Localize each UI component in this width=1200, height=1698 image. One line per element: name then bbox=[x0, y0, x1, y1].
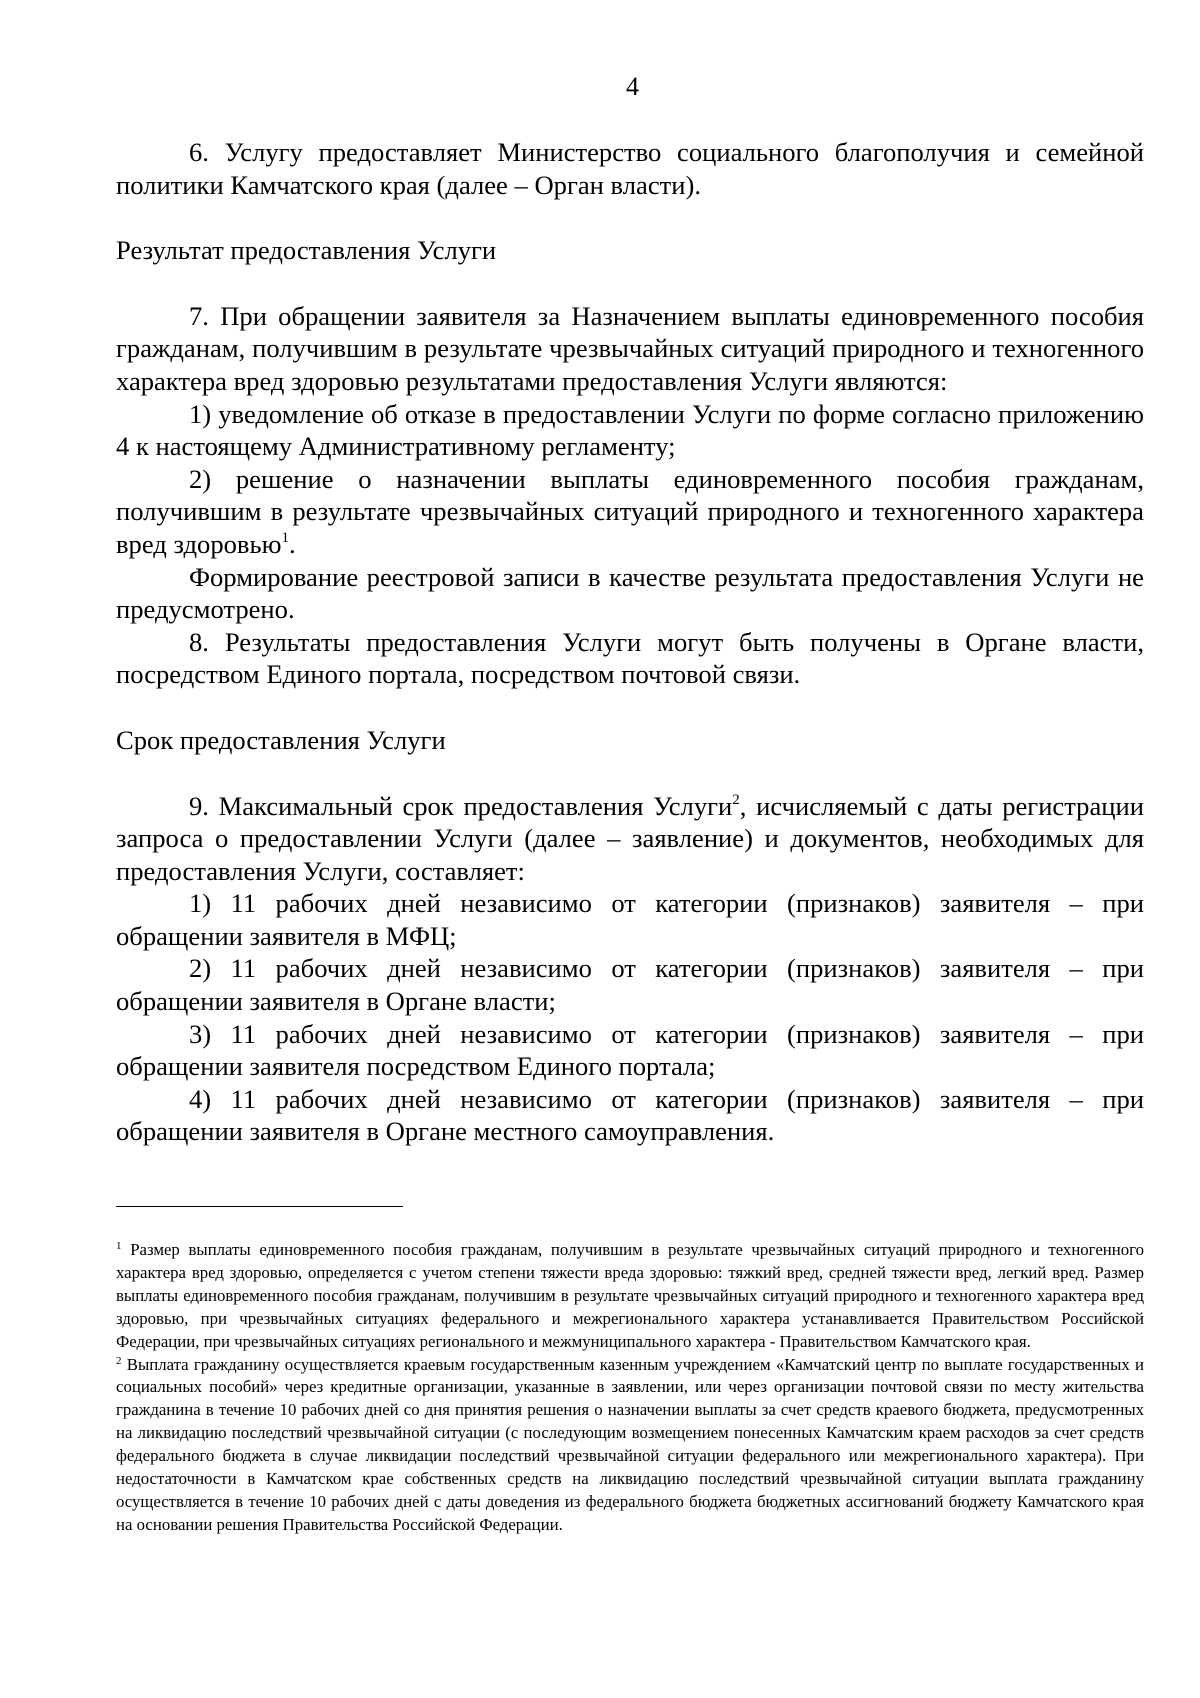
footnote-ref-1[interactable]: 1 bbox=[281, 529, 289, 546]
section-heading-term: Срок предоставления Услуги bbox=[116, 724, 446, 755]
paragraph-7-item-2-end: . bbox=[288, 528, 296, 559]
paragraph-7-registry-note: Формирование реестровой записи в качестве результата предоставления Услуги не предусмотрено. bbox=[116, 561, 1144, 625]
paragraph-9-item-2: 2) 11 рабочих дней независимо от категории (признаков) заявителя – при обращении заявителя в Органе власти; bbox=[116, 953, 1144, 1017]
paragraph-6: 6. Услугу предоставляет Министерство социального благополучия и семейной политики Камчатского края (далее – Орган власти). bbox=[116, 137, 1144, 200]
paragraph-9-item-4: 4) 11 рабочих дней независимо от категории (признаков) заявителя – при обращении заявителя в Органе местного самоуправления. bbox=[116, 1083, 1144, 1147]
paragraph-7-item-2 bbox=[116, 463, 1144, 561]
paragraph-9-end: , исчисляемый с даты регистрации запроса о предоставлении Услуги (далее – заявление) и документов, необходимых для предоставления Услуги, составляет: bbox=[116, 790, 1144, 886]
paragraph-7-item-1: 1) уведомление об отказе в предоставлении Услуги по форме согласно приложению 4 к настоящему Административному регламенту; bbox=[116, 398, 1144, 462]
paragraph-7: 7. При обращении заявителя за Назначением выплаты единовременного пособия гражданам, получившим в результате чрезвычайных ситуаций природного и техногенного характера вред здоровью результатами предоставления Услуги являются: bbox=[116, 300, 1144, 396]
footnotes bbox=[116, 1239, 1144, 1537]
footnote-ref-2[interactable]: 2 bbox=[732, 791, 740, 808]
paragraph-8: 8. Результаты предоставления Услуги могут быть получены в Органе власти, посредством Единого портала, посредством почтовой связи. bbox=[116, 626, 1144, 690]
paragraph-9 bbox=[116, 790, 1144, 888]
section-heading-result: Результат предоставления Услуги bbox=[116, 235, 497, 266]
footnote-1 bbox=[116, 1239, 1144, 1354]
paragraph-9-item-1: 1) 11 рабочих дней независимо от категории (признаков) заявителя – при обращении заявителя в МФЦ; bbox=[116, 888, 1144, 951]
footnote-1-text: Размер выплаты единовременного пособия гражданам, получившим в результате чрезвычайных ситуаций природного и техногенного характера вред здоровью, определяется с учетом степени тяжести вреда здоровью: тяжкий вред, средней тяжести вред, легкий вред. Размер выплаты единовременного пособия гражданам, получившим в результате чрезвычайных ситуаций природного и техногенного характера вред здоровью, при чрезвычайных ситуациях федерального и межрегионального характера устанавливается Правительством Российской Федерации, при чрезвычайных ситуациях регионального и межмуниципального характера - Правительством Камчатского края. bbox=[116, 1240, 1145, 1351]
paragraph-9-start: 9. Максимальный срок предоставления Услуги bbox=[189, 790, 733, 821]
footnote-2 bbox=[116, 1354, 1144, 1537]
footnote-marker-1: 1 bbox=[116, 1240, 122, 1252]
page-number: 4 bbox=[626, 72, 639, 101]
footnote-marker-2: 2 bbox=[116, 1354, 122, 1367]
footnote-separator bbox=[116, 1206, 403, 1207]
footnote-2-text: Выплата гражданину осуществляется краевым государственным казенным учреждением «Камчатский центр по выплате государственных и социальных пособий» через кредитные организации, указанные в заявлении, или через организации почтовой связи по месту жительства гражданина в течение 10 рабочих дней со дня принятия решения о назначении выплаты за счет средств краевого бюджета, предусмотренных на ликвидацию последствий чрезвычайной ситуации (с последующим возмещением понесенных Камчатским краем расходов за счет средств федерального бюджета в случае ликвидации последствий чрезвычайной ситуации федерального или межрегионального характера). При недостаточности в Камчатском крае собственных средств на ликвидацию последствий чрезвычайной ситуации выплата гражданину осуществляется в течение 10 рабочих дней с даты доведения из федерального бюджета бюджетных ассигнований бюджету Камчатского края на основании решения Правительства Российской Федерации. bbox=[116, 1354, 1144, 1534]
document-body bbox=[116, 136, 1144, 1148]
paragraph-7-item-2-text: 2) решение о назначении выплаты единовременного пособия гражданам, получившим в результате чрезвычайных ситуаций природного и техногенного характера вред здоровью bbox=[116, 463, 1144, 559]
paragraph-9-item-3: 3) 11 рабочих дней независимо от категории (признаков) заявителя – при обращении заявителя посредством Единого портала; bbox=[116, 1018, 1144, 1082]
